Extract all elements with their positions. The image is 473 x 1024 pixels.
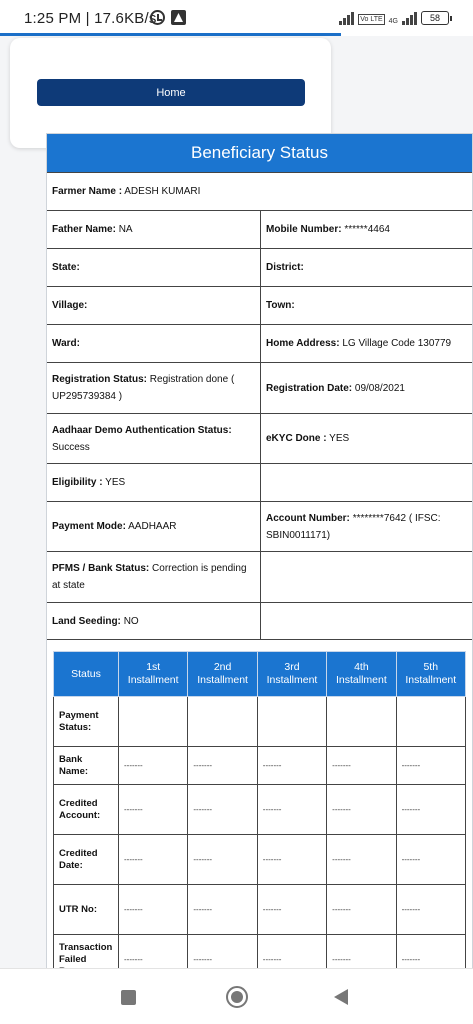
table-cell: -------: [188, 935, 257, 985]
aadhaar-auth-cell: [47, 414, 260, 463]
ekyc-value: YES: [329, 433, 350, 444]
pfms-status-label: PFMS / Bank Status:: [52, 563, 150, 574]
eligibility-value: YES: [105, 477, 126, 488]
row-label: Credited Account:: [54, 785, 119, 835]
table-cell: -------: [257, 835, 326, 885]
row-land-seeding: [47, 602, 472, 640]
status-bar: [0, 0, 473, 36]
table-cell: -------: [257, 747, 326, 785]
row-label: Transaction Failed: [54, 935, 119, 985]
pfms-status-value: Correction is pending at state: [52, 563, 247, 591]
table-cell: -------: [188, 885, 257, 935]
table-cell: -------: [257, 885, 326, 935]
table-cell: -------: [257, 935, 326, 985]
registration-date-cell: [260, 363, 472, 413]
volte-icon: Vo LTE: [360, 16, 383, 23]
status-left-icons: [150, 10, 186, 25]
table-cell: [119, 697, 188, 747]
village-cell: [47, 287, 260, 324]
page-load-progress: [0, 33, 341, 36]
ward-label: Ward:: [52, 338, 80, 349]
table-cell: -------: [327, 885, 396, 935]
installment-header-row: [54, 652, 466, 697]
eligibility-label: Eligibility :: [52, 477, 103, 488]
registration-date-value: 09/08/2021: [354, 382, 405, 394]
screen-capture-icon: [171, 10, 186, 25]
town-label: Town:: [266, 300, 295, 311]
row-registration: [47, 362, 472, 413]
table-cell: -------: [327, 747, 396, 785]
table-cell: -------: [327, 835, 396, 885]
table-cell: -------: [119, 747, 188, 785]
header-installment-4: 4th Installment: [327, 652, 396, 697]
row-payment-account: [47, 501, 472, 551]
row-label: Payment Status:: [54, 697, 119, 747]
land-seeding-value: NO: [123, 615, 139, 627]
empty-cell: [260, 552, 472, 602]
beneficiary-status-title: Beneficiary Status: [47, 134, 472, 172]
ward-cell: [47, 325, 260, 362]
table-cell: [188, 697, 257, 747]
farmer-name-cell: [47, 173, 472, 210]
payment-mode-value: AADHAAR: [128, 521, 177, 532]
state-cell: [47, 249, 260, 286]
installment-table-wrapper: [53, 651, 466, 985]
state-label: State:: [52, 262, 80, 273]
mobile-number-cell: [260, 211, 472, 248]
payment-mode-cell: [47, 502, 260, 551]
home-address-cell: [260, 325, 472, 362]
menu-card: [10, 38, 331, 148]
district-label: District:: [266, 262, 304, 273]
table-cell: -------: [257, 785, 326, 835]
mobile-number-label: Mobile Number:: [266, 224, 342, 235]
account-number-value: ********7642 ( IFSC: SBIN0011171): [266, 512, 441, 541]
table-cell: -------: [327, 785, 396, 835]
land-seeding-cell: [47, 603, 260, 639]
home-button[interactable]: Home: [37, 79, 305, 106]
registration-status-value: Registration done ( UP295739384 ): [52, 374, 235, 402]
beneficiary-status-card: [46, 133, 473, 973]
table-cell: -------: [327, 935, 396, 985]
aadhaar-auth-label: Aadhaar Demo Authentication Status:: [52, 424, 232, 436]
empty-cell: [260, 603, 472, 639]
row-label: Credited Date:: [54, 835, 119, 885]
row-father-mobile: [47, 210, 472, 248]
status-right-icons: [339, 11, 449, 25]
row-pfms: [47, 551, 472, 602]
farmer-name-label: Farmer Name :: [52, 186, 123, 197]
header-installment-2: 2nd Installment: [188, 652, 257, 697]
row-ward-address: [47, 324, 472, 362]
payment-mode-label: Payment Mode:: [52, 521, 126, 532]
table-cell: -------: [188, 747, 257, 785]
account-number-label: Account Number:: [266, 512, 350, 524]
registration-status-cell: [47, 363, 260, 413]
table-cell: -------: [396, 747, 465, 785]
status-time: 1:25 PM | 17.6KB/s: [24, 10, 157, 27]
battery-icon: [421, 11, 449, 25]
recents-square-icon[interactable]: [121, 990, 136, 1005]
row-label: Bank Name:: [54, 747, 119, 785]
home-circle-icon[interactable]: [226, 986, 248, 1008]
table-cell: -------: [396, 835, 465, 885]
farmer-name-value: ADESH KUMARI: [124, 186, 201, 197]
pfms-status-cell: [47, 552, 260, 602]
aadhaar-auth-value: Success: [52, 441, 90, 453]
table-cell: [396, 697, 465, 747]
table-cell: -------: [396, 785, 465, 835]
table-row-payment-status: [54, 697, 466, 747]
installment-table: [53, 651, 466, 985]
home-address-value: LG Village Code 130779: [342, 338, 452, 349]
header-status: Status: [54, 652, 119, 697]
ekyc-cell: [260, 414, 472, 463]
home-address-label: Home Address:: [266, 338, 340, 349]
table-cell: [327, 697, 396, 747]
eligibility-cell: [47, 464, 260, 501]
system-navigation-bar: [0, 968, 473, 1024]
father-name-label: Father Name:: [52, 224, 116, 235]
signal-icon: [339, 11, 354, 25]
village-label: Village:: [52, 300, 88, 311]
table-row-utr-no: [54, 885, 466, 935]
table-row-credited-account: [54, 785, 466, 835]
table-cell: -------: [119, 785, 188, 835]
row-farmer-name: [47, 172, 472, 210]
table-cell: -------: [188, 835, 257, 885]
registration-status-label: Registration Status:: [52, 374, 148, 385]
back-triangle-icon[interactable]: [334, 989, 348, 1005]
table-row-bank-name: [54, 747, 466, 785]
ekyc-label: eKYC Done :: [266, 433, 327, 444]
row-village-town: [47, 286, 472, 324]
table-cell: -------: [396, 935, 465, 985]
battery-level: 58: [429, 13, 440, 23]
4g-signal-icon: [402, 11, 417, 25]
table-cell: -------: [188, 785, 257, 835]
network-type-label: 4G: [388, 18, 398, 25]
table-cell: -------: [119, 835, 188, 885]
header-installment-3: 3rd Installment: [257, 652, 326, 697]
table-cell: [257, 697, 326, 747]
alarm-icon: [150, 10, 165, 25]
row-eligibility: [47, 463, 472, 501]
row-label: UTR No:: [54, 885, 119, 935]
header-installment-5: 5th Installment: [396, 652, 465, 697]
account-number-cell: [260, 502, 472, 551]
mobile-number-value: ******4464: [344, 224, 390, 235]
table-cell: -------: [119, 935, 188, 985]
registration-date-label: Registration Date:: [266, 382, 353, 394]
table-cell: -------: [396, 885, 465, 935]
town-cell: [260, 287, 472, 324]
table-row-credited-date: [54, 835, 466, 885]
row-state-district: [47, 248, 472, 286]
father-name-value: NA: [118, 224, 133, 235]
father-name-cell: [47, 211, 260, 248]
header-installment-1: 1st Installment: [119, 652, 188, 697]
empty-cell: [260, 464, 472, 501]
table-cell: -------: [119, 885, 188, 935]
district-cell: [260, 249, 472, 286]
row-aadhaar-ekyc: [47, 413, 472, 463]
land-seeding-label: Land Seeding:: [52, 615, 121, 627]
